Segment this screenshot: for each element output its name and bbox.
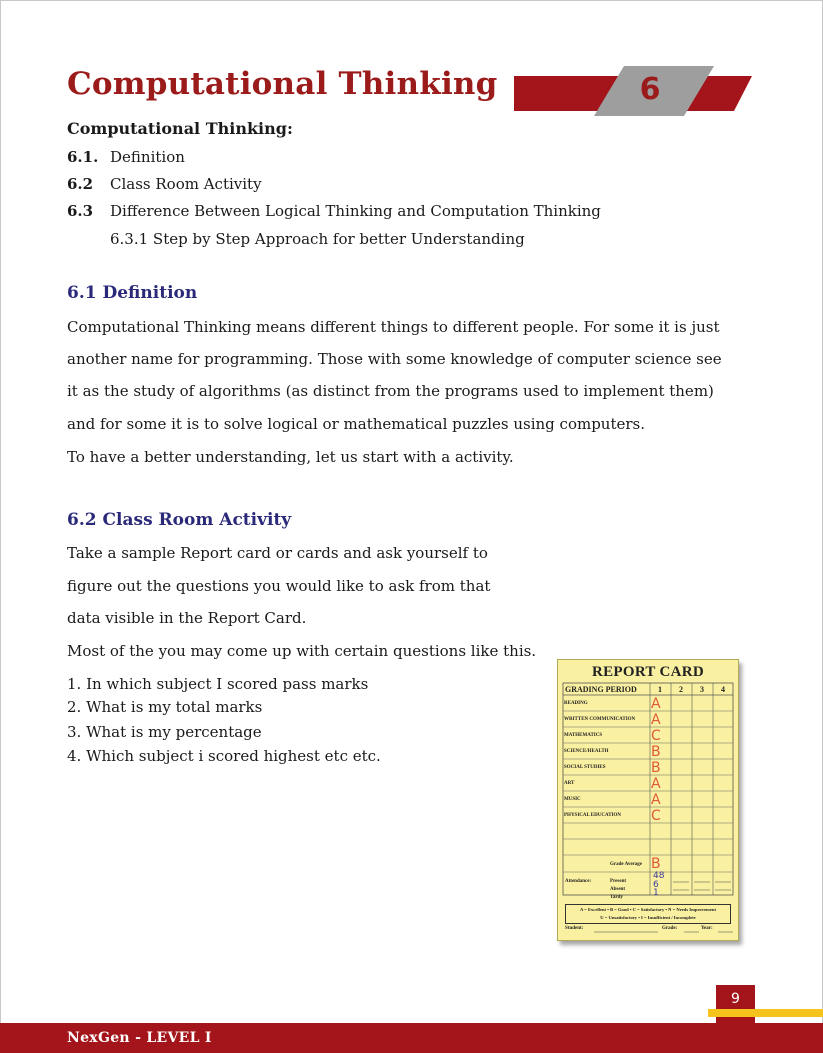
- toc-subitem: 6.3.1 Step by Step Approach for better Understanding: [110, 230, 525, 248]
- toc-item-definition: [67, 148, 185, 166]
- question-item: 3. What is my percentage: [67, 723, 262, 741]
- period-column: 2: [679, 685, 683, 694]
- subject-name: ART: [564, 781, 575, 786]
- question-item: 4. Which subject i scored highest etc etc.: [67, 747, 381, 765]
- activity-line: data visible in the Report Card.: [67, 609, 307, 627]
- toc-item-number: 6.1.: [67, 148, 99, 166]
- subject-name: MUSIC: [564, 797, 581, 802]
- definition-line: Computational Thinking means different things to different people. For some it is just: [67, 318, 720, 336]
- definition-heading: 6.1 Definition: [67, 283, 198, 303]
- attendance-present-label: Present: [610, 879, 627, 884]
- toc-item-difference: [67, 202, 601, 220]
- activity-line: Most of the you may come up with certain questions like this.: [67, 642, 537, 660]
- toc-item-label: Difference Between Logical Thinking and Computation Thinking: [110, 202, 601, 220]
- report-card-title: REPORT CARD: [591, 664, 705, 680]
- subject-grade: A: [651, 712, 661, 728]
- grade-legend-line: A = Excellent • B = Good • C = Satisfactory • N = Needs Improvement: [579, 907, 717, 912]
- grading-period-label: GRADING PERIOD: [565, 685, 637, 694]
- report-card-image: [557, 659, 739, 941]
- activity-heading: 6.2 Class Room Activity: [67, 510, 292, 530]
- chapter-title: Computational Thinking: [67, 66, 498, 102]
- subject-name: WRITTEN COMMUNICATION: [564, 717, 636, 722]
- subject-name: PHYSICAL EDUCATION: [564, 813, 621, 818]
- period-column: 1: [658, 685, 662, 694]
- subject-grade: A: [651, 792, 661, 808]
- activity-line: Take a sample Report card or cards and ask yourself to: [67, 544, 488, 562]
- toc-item-label: Definition: [110, 148, 185, 166]
- subject-grade: A: [651, 776, 661, 792]
- grade-average-value: B: [651, 856, 661, 872]
- subject-grade: C: [651, 728, 661, 744]
- subject-grade: B: [651, 760, 661, 776]
- student-label: Student:: [565, 926, 584, 931]
- subject-grade: C: [651, 808, 661, 824]
- attendance-absent-value: 6: [653, 880, 659, 890]
- attendance-label: Attendance:: [565, 879, 592, 884]
- period-column: 3: [700, 685, 704, 694]
- toc-item-number: 6.3: [67, 202, 94, 220]
- subject-name: MATHEMATICS: [564, 733, 603, 738]
- definition-line: To have a better understanding, let us start with a activity.: [67, 448, 514, 466]
- activity-line: figure out the questions you would like to ask from that: [67, 577, 491, 595]
- subject-grade: B: [651, 744, 661, 760]
- attendance-tardy-value: 1: [653, 888, 659, 898]
- subject-name: SCIENCE/HEALTH: [564, 749, 609, 754]
- toc-heading: Computational Thinking:: [67, 119, 293, 138]
- definition-line: it as the study of algorithms (as distinct from the programs used to implement them): [67, 382, 714, 400]
- toc-item-label: Class Room Activity: [110, 175, 262, 193]
- page-number: 9: [716, 985, 755, 1023]
- footer-text: NexGen - LEVEL I: [67, 1030, 212, 1046]
- toc-item-number: 6.2: [67, 175, 94, 193]
- subject-name: SOCIAL STUDIES: [564, 765, 606, 770]
- question-item: 2. What is my total marks: [67, 698, 263, 716]
- attendance-absent-label: Absent: [610, 887, 626, 892]
- grade-legend-line: U = Unsatisfactory • I = Insufficient / Incomplete: [600, 915, 696, 920]
- chapter-number: 6: [639, 72, 661, 107]
- year-label: Year:: [701, 926, 713, 931]
- subject-grade: A: [651, 696, 661, 712]
- question-item: 1. In which subject I scored pass marks: [67, 675, 369, 693]
- grade-average-label: Grade Average: [610, 862, 642, 867]
- definition-line: another name for programming. Those with some knowledge of computer science see: [67, 350, 722, 368]
- definition-line: and for some it is to solve logical or mathematical puzzles using computers.: [67, 415, 646, 433]
- attendance-present-value: 48: [653, 871, 665, 881]
- subject-name: READING: [564, 701, 588, 706]
- toc-item-activity: [67, 175, 262, 193]
- grade-label: Grade:: [662, 926, 678, 931]
- attendance-tardy-label: Tardy: [610, 895, 623, 900]
- period-column: 4: [721, 685, 725, 694]
- grade-legend: [565, 904, 731, 924]
- footer-accent-bar: [708, 1009, 823, 1017]
